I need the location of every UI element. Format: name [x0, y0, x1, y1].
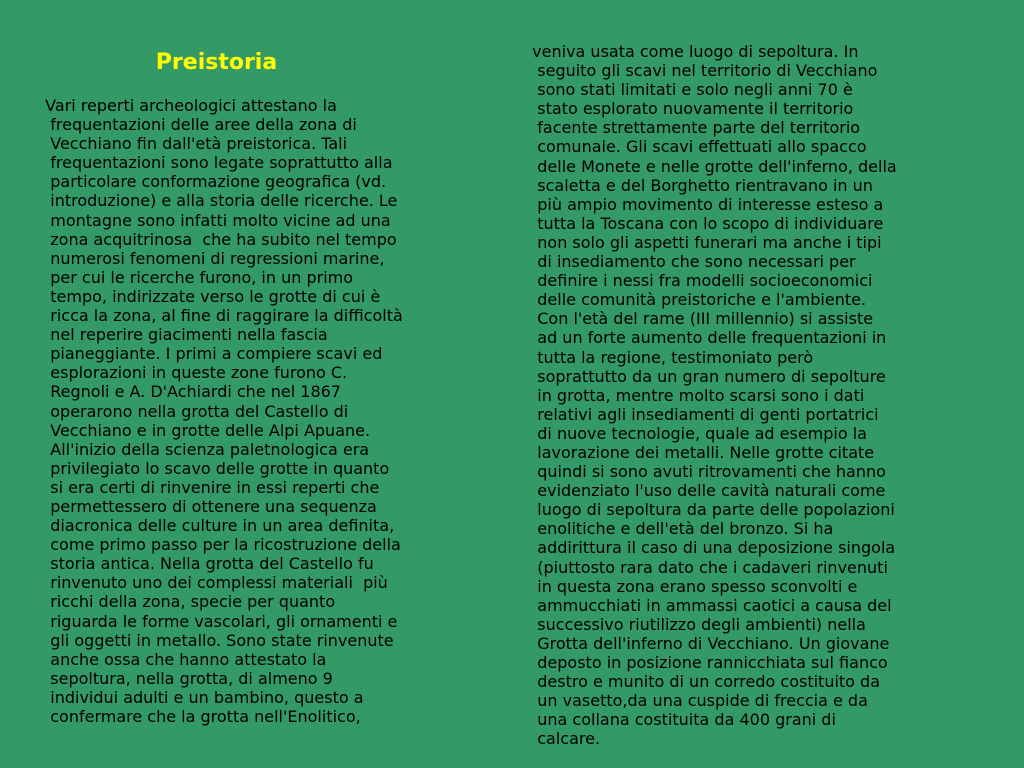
- left-text-column: Vari reperti archeologici attestano la frequentazioni delle aree della zona di Vecchiano fin dall'età preistorica. Tali frequentazioni sono legate soprattutto alla particolare conformazione geografica (vd. introduzione) e alla storia delle ricerche. Le montagne sono infatti molto vicine ad una zona acquitrinosa che ha subito nel tempo numerosi fenomeni di regressioni marine, per cui le ricerche furono, in un primo tempo, indirizzate verso le grotte di cui è ricca la zona, al fine di raggirare la difficoltà nel reperire giacimenti nella fascia pianeggiante. I primi a compiere scavi ed esplorazioni in queste zone furono C. Regnoli e A. D'Achiardi che nel 1867 operarono nella grotta del Castello di Vecchiano e in grotte delle Alpi Apuane. All'inizio della scienza paletnologica era privilegiato lo scavo delle grotte in quanto si era certi di rinvenire in essi reperti che permettessero di ottenere una sequenza diacronica delle culture in un area definita, come primo passo per la ricostruzione della storia antica. Nella grotta del Castello fu rinvenuto uno dei complessi materiali più ricchi della zona, specie per quanto riguarda le forme vascolari, gli ornamenti e gli oggetti in metallo. Sono state rinvenute anche ossa che hanno attestato la sepoltura, nella grotta, di almeno 9 individui adulti e un bambino, questo a confermare che la grotta nell'Enolitico,: [45, 96, 403, 726]
- right-text-column: veniva usata come luogo di sepoltura. In seguito gli scavi nel territorio di Vecchiano sono stati limitati e solo negli anni 70 è stato esplorato nuovamente il territorio facente strettamente parte del territorio comunale. Gli scavi effettuati allo spacco delle Monete e nelle grotte dell'inferno, della scaletta e del Borghetto rientravano in un più ampio movimento di interesse esteso a tutta la Toscana con lo scopo di individuare non solo gli aspetti funerari ma anche i tipi di insediamento che sono necessari per definire i nessi fra modelli socioeconomici delle comunità preistoriche e l'ambiente. Con l'età del rame (III millennio) si assiste ad un forte aumento delle frequentazioni in tutta la regione, testimoniato però soprattutto da un gran numero di sepolture in grotta, mentre molto scarsi sono i dati relativi agli insediamenti di genti portatrici di nuove tecnologie, quale ad esempio la lavorazione dei metalli. Nelle grotte citate quindi si sono avuti ritrovamenti che hanno evidenziato l'uso delle cavità naturali come luogo di sepoltura da parte delle popolazioni enolitiche e dell'età del bronzo. Si ha addirittura il caso di una deposizione singola (piuttosto rara dato che i cadaveri rinvenuti in questa zona erano spesso sconvolti e ammucchiati in ammassi caotici a causa del successivo riutilizzo degli ambienti) nella Grotta dell'inferno di Vecchiano. Un giovane deposto in posizione rannicchiata sul fianco destro e munito di un corredo costituito da un vasetto,da una cuspide di freccia e da una collana costituita da 400 grani di calcare.: [532, 42, 897, 749]
- slide-title: Preistoria: [155, 50, 278, 75]
